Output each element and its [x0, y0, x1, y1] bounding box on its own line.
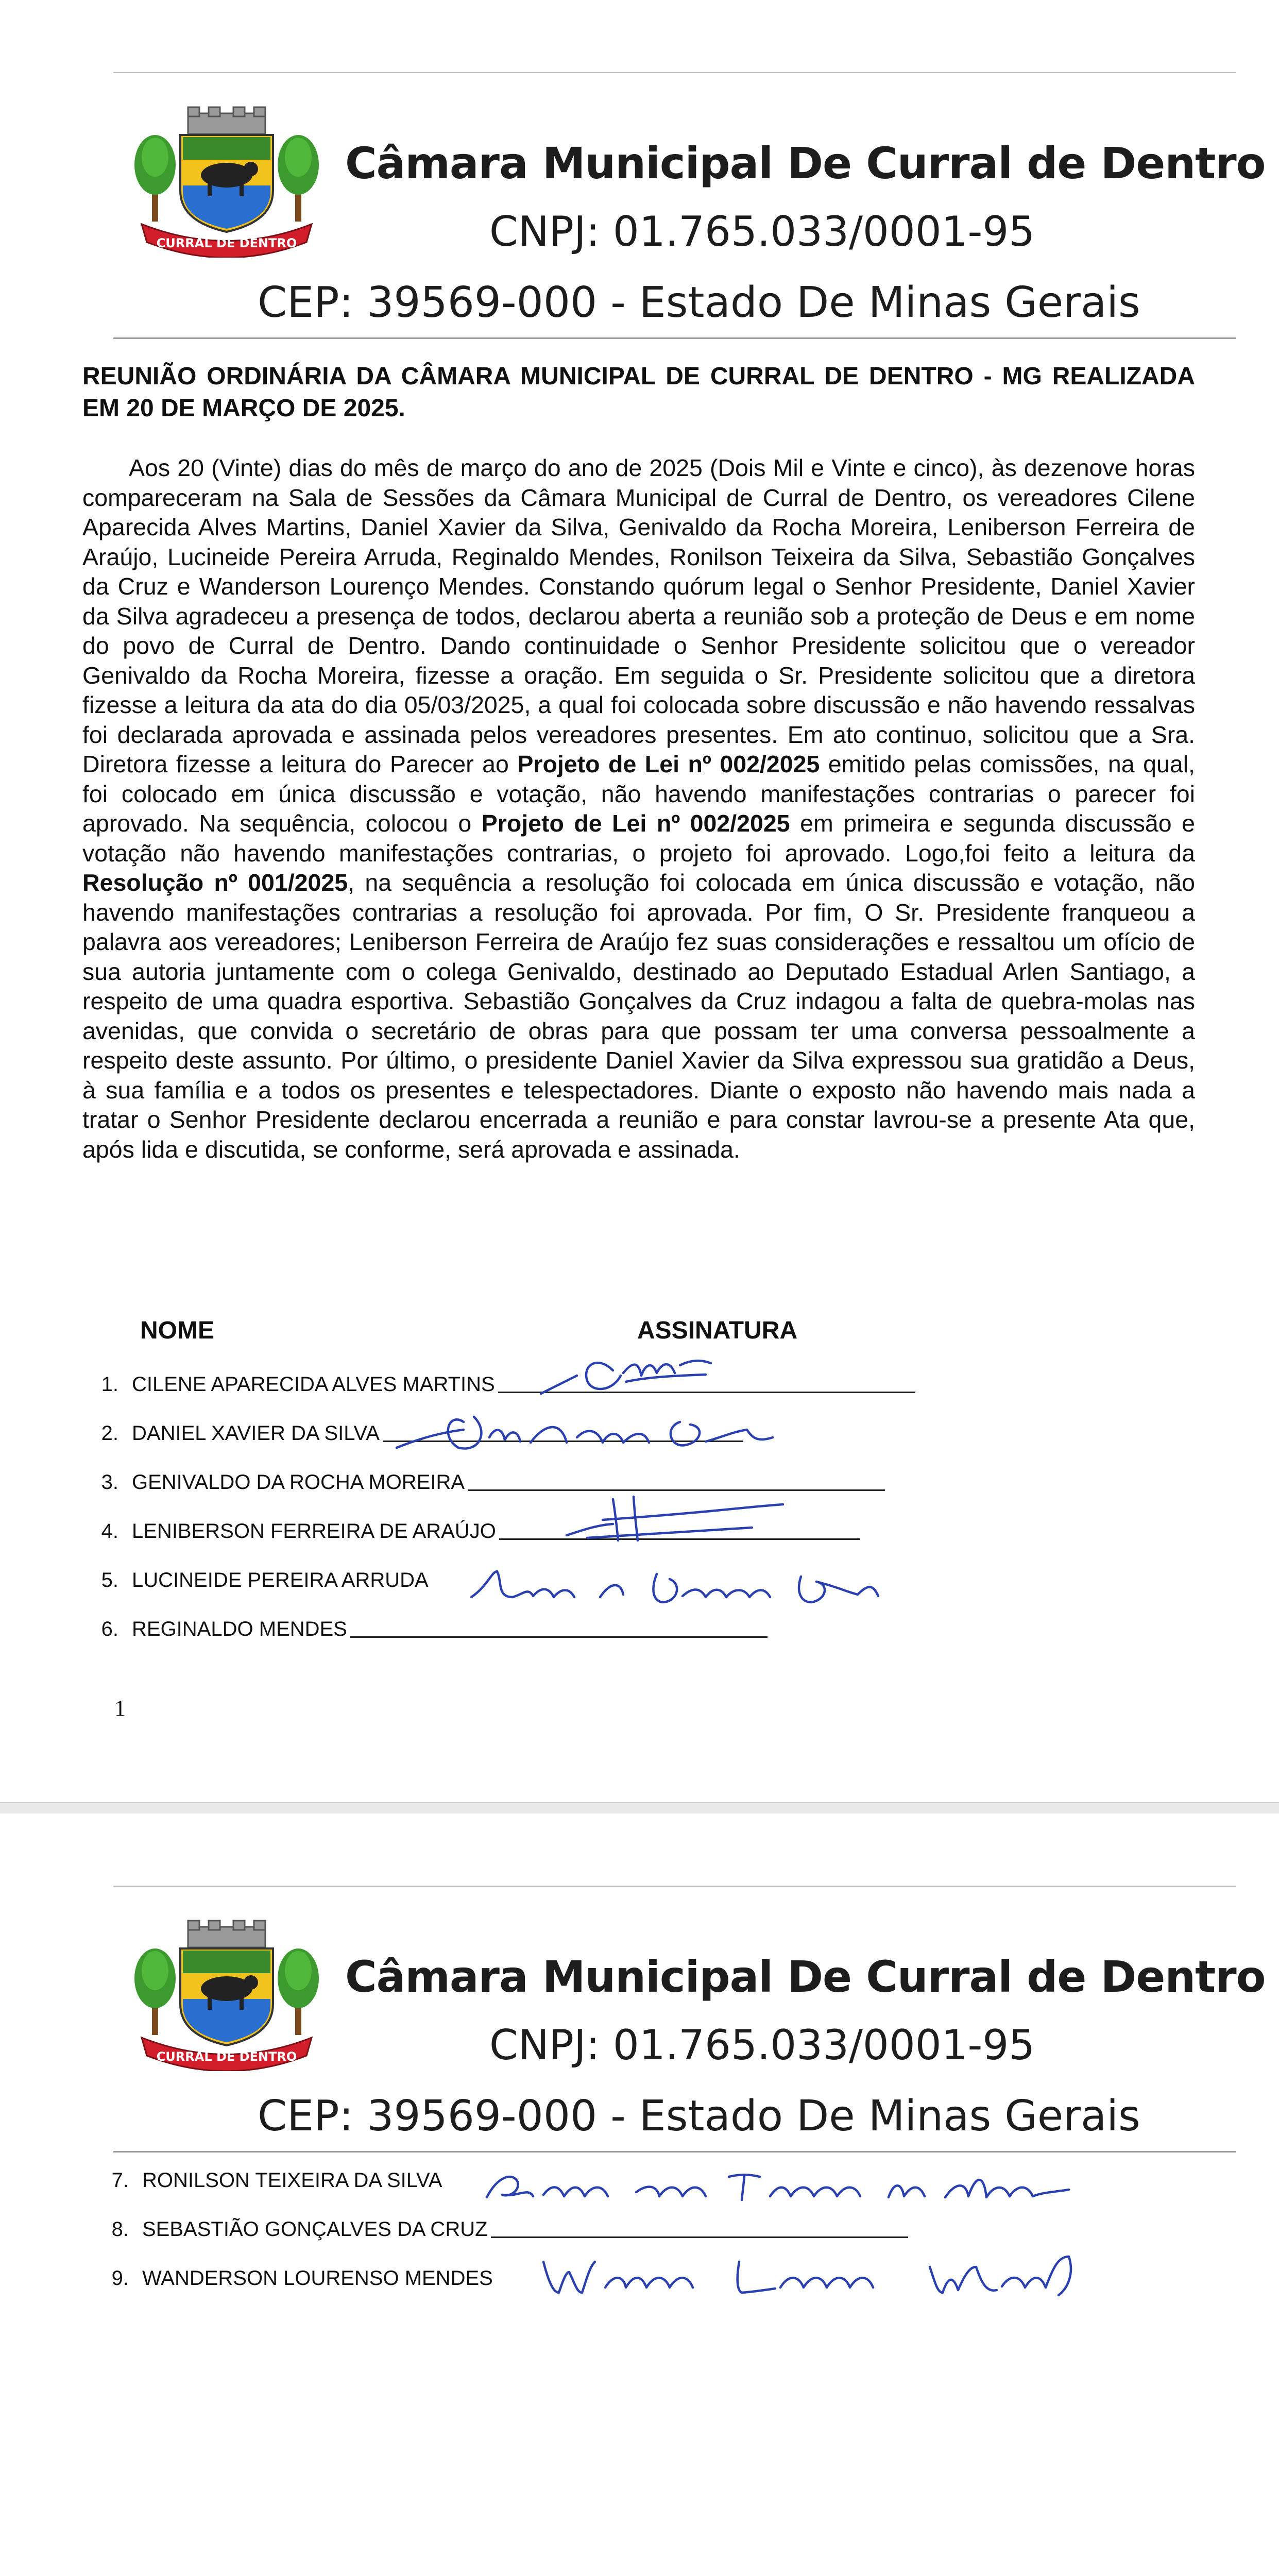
header-bottom-rule [113, 2151, 1236, 2153]
cnpj-line: CNPJ: 01.765.033/0001-95 [489, 208, 1035, 256]
handwritten-signature-wanderson [538, 2246, 1131, 2308]
handwritten-signature-ronilson [482, 2156, 1079, 2213]
handwritten-signature-cilene [536, 1345, 752, 1401]
signatory-name: LENIBERSON FERREIRA DE ARAÚJO [132, 1520, 496, 1543]
header-bottom-rule [113, 337, 1236, 339]
signatory-number: 3. [101, 1471, 118, 1494]
cep-line: CEP: 39569-000 - Estado De Minas Gerais [258, 2092, 1140, 2141]
body-text-part-4: , na sequência a resolução foi colocada em única discussão e votação, não havendo manifestações contrarias a resolução foi aprovada. Por fim, O Sr. Presidente franqueou a palavra aos vereadores; Leniberson Ferreira de Araújo fez suas considerações e ressaltou um ofício de sua autoria juntamente com o colega Genivaldo, destinado ao Deputado Estadual Arlen Santiago, a respeito de uma quadra esportiva. Sebastião Gonçalves da Cruz indagou a falta de quebra-molas nas avenidas, que convida o secretário de obras para que possam ter uma conversa pessoalmente a respeito deste assunto. Por último, o presidente Daniel Xavier da Silva expressou sua gratidão a Deus, à sua família e a todos os presentes e telespectadores. Diante o exposto não havendo mais nada a tratar o Senhor Presidente declarou encerrada a reunião e para constar lavrou-se a presente Ata que, após lida e discutida, se conforme, será aprovada e assinada. [82, 869, 1195, 1163]
logo-banner-text: CURRAL DE DENTRO [156, 2049, 297, 2064]
signatory-number: 2. [101, 1422, 118, 1445]
minutes-title: REUNIÃO ORDINÁRIA DA CÂMARA MUNICIPAL DE CURRAL DE DENTRO - MG REALIZADA EM 20 DE MARÇO DE 2025. [82, 363, 1195, 422]
signatory-number: 1. [101, 1373, 118, 1396]
municipal-crest-logo [131, 103, 322, 258]
header-top-rule [113, 72, 1236, 73]
handwritten-signature-daniel [391, 1401, 804, 1463]
signatory-number: 7. [111, 2169, 129, 2192]
bill-reference-1: Projeto de Lei nº 002/2025 [517, 751, 820, 777]
signatory-name: CILENE APARECIDA ALVES MARTINS [132, 1373, 495, 1396]
signatory-name: LUCINEIDE PEREIRA ARRUDA [132, 1569, 429, 1591]
cnpj-line: CNPJ: 01.765.033/0001-95 [489, 2021, 1035, 2069]
signatory-name: SEBASTIÃO GONÇALVES DA CRUZ [142, 2218, 488, 2241]
signatory-name: REGINALDO MENDES [132, 1618, 347, 1640]
resolution-reference: Resolução nº 001/2025 [82, 869, 348, 896]
body-text-part-2: emitido pelas comissões, na qual, foi colocado em única discussão e votação, não havendo manifestações contrarias o parecer foi aprovado. Na sequência, colocou o [82, 751, 1195, 837]
cep-line: CEP: 39569-000 - Estado De Minas Gerais [258, 278, 1140, 327]
handwritten-signature-leniberson [556, 1489, 793, 1546]
handwritten-signature-lucineide [466, 1556, 889, 1613]
bill-reference-2: Projeto de Lei nº 002/2025 [481, 810, 790, 837]
signatory-number: 9. [111, 2267, 129, 2290]
signatory-row-8 [93, 2218, 908, 2241]
logo-banner-text: CURRAL DE DENTRO [156, 236, 297, 250]
header-top-rule [113, 1886, 1236, 1887]
signatory-row-7 [93, 2169, 445, 2192]
body-text-part-3: em primeira e segunda discussão e votação não havendo manifestações contrarias, o projeto foi aprovado. Logo,foi feito a leitura da [82, 810, 1195, 867]
signatory-row-1 [82, 1373, 915, 1396]
page-number: 1 [114, 1696, 126, 1721]
signatory-name: WANDERSON LOURENSO MENDES [142, 2267, 493, 2290]
signatory-number: 5. [101, 1569, 118, 1591]
body-text-part-1: Aos 20 (Vinte) dias do mês de março do ano de 2025 (Dois Mil e Vinte e cinco), às dezenove horas compareceram na Sala de Sessões da Câmara Municipal de Curral de Dentro, os vereadores Cilene Aparecida Alves Martins, Daniel Xavier da Silva, Genivaldo da Rocha Moreira, Leniberson Ferreira de Araújo, Lucineide Pereira Arruda, Reginaldo Mendes, Ronilson Teixeira da Silva, Sebastião Gonçalves da Cruz e Wanderson Lourenço Mendes. Constando quórum legal o Senhor Presidente, Daniel Xavier da Silva agradeceu a presença de todos, declarou aberta a reunião sob a proteção de Deus e em nome do povo de Curral de Dentro. Dando continuidade o Senhor Presidente solicitou que o vereador Genivaldo da Rocha Moreira, fizesse a oração. Em seguida o Sr. Presidente solicitou que a diretora fizesse a leitura da ata do dia 05/03/2025, a qual foi colocada sobre discussão e não havendo ressalvas foi declarada aprovada e assinada pelos vereadores presentes. Em ato continuo, solicitou que a Sra. Diretora fizesse a leitura do Parecer ao [82, 454, 1195, 777]
signature-line [491, 2236, 908, 2238]
institution-name: Câmara Municipal De Curral de Dentro [345, 1952, 1266, 2002]
signatory-name: RONILSON TEIXEIRA DA SILVA [142, 2169, 442, 2192]
signatory-number: 6. [101, 1618, 118, 1640]
name-column-header: NOME [140, 1317, 214, 1344]
institution-name: Câmara Municipal De Curral de Dentro [345, 138, 1266, 189]
signature-line [350, 1636, 768, 1638]
minutes-body [82, 453, 1195, 1164]
signatory-name: GENIVALDO DA ROCHA MOREIRA [132, 1471, 465, 1494]
signatory-number: 8. [111, 2218, 129, 2241]
signatory-row-5 [82, 1569, 432, 1592]
signatory-number: 4. [101, 1520, 118, 1543]
signatory-row-9 [93, 2267, 496, 2290]
document-page-2 [0, 1814, 1279, 2576]
signatory-row-6 [82, 1618, 768, 1641]
signature-column-header: ASSINATURA [637, 1317, 798, 1344]
signatory-name: DANIEL XAVIER DA SILVA [132, 1422, 380, 1445]
municipal-crest-logo [131, 1917, 322, 2071]
